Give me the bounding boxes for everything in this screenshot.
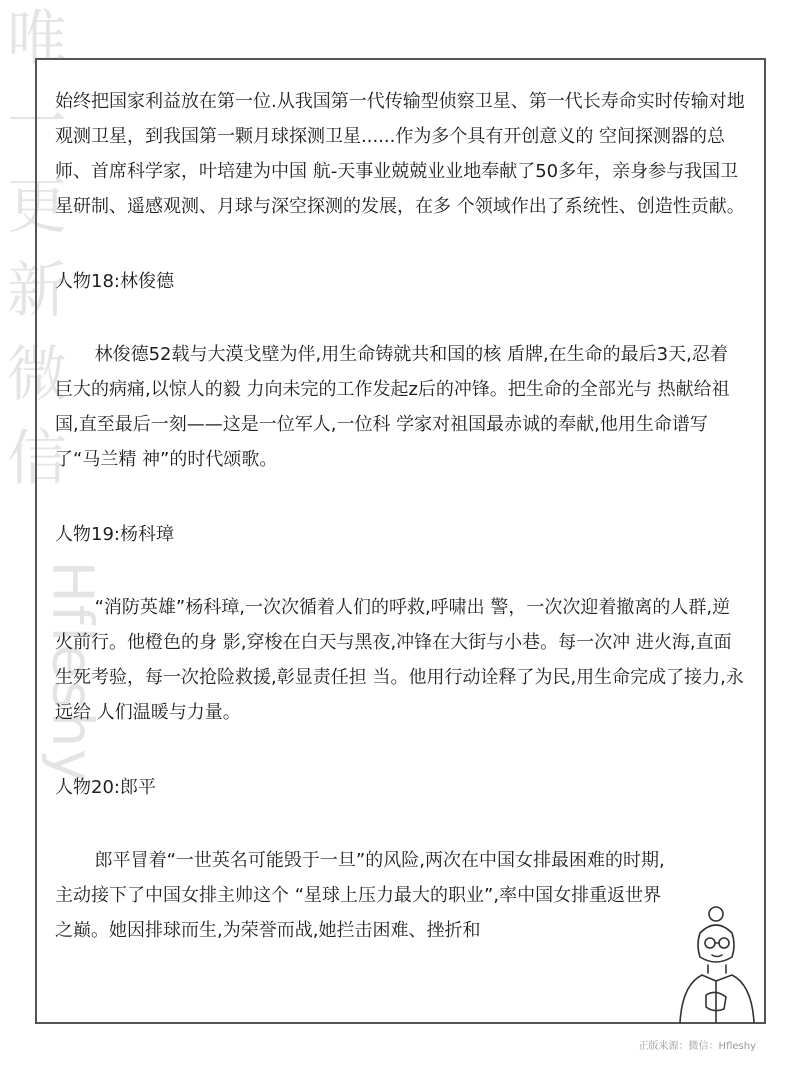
woman-illustration-icon bbox=[670, 905, 760, 1023]
watermark-char: 新 bbox=[7, 256, 67, 326]
watermark-char: 唯 bbox=[7, 4, 67, 74]
person-heading: 人物20:郎平 bbox=[55, 777, 156, 798]
article-body bbox=[55, 84, 745, 948]
source-footer: 正版来源：微信：Hfleshy bbox=[638, 1041, 756, 1052]
watermark-char: 更 bbox=[7, 172, 67, 242]
watermark-char: 一 bbox=[7, 88, 67, 158]
watermark-char: 微 bbox=[7, 340, 67, 410]
person-heading: 人物19:杨科璋 bbox=[55, 524, 174, 545]
watermark-latin: Hfleshy bbox=[39, 560, 105, 785]
person-heading: 人物18:林俊德 bbox=[55, 271, 174, 292]
intro-paragraph: 始终把国家利益放在第一位.从我国第一代传输型侦察卫星、第一代长寿命实时传输对地观测卫星，到我国第一颗月球探测卫星......作为多个具有开创意义的 空间探测器的总师、首席科学家，叶培建为中国 航-天事业兢兢业业地奉献了50多年，亲身参与我国卫星研制、遥感观测、月球与深空探测的发展，在多 个领域作出了系统性、创造性贡献。 bbox=[55, 91, 745, 217]
watermark-char: 信 bbox=[7, 424, 67, 494]
person-paragraph: 林俊德52载与大漠戈壁为伴,用生命铸就共和国的核 盾牌,在生命的最后3天,忍着巨大的病痛,以惊人的毅 力向未完的工作发起z后的冲锋。把生命的全部光与 热献给祖国,直至最后一刻——这是一位军人,一位科 学家对祖国最赤诚的奉献,他用生命谱写了“马兰精 神”的时代颂歌。 bbox=[55, 344, 730, 470]
person-paragraph: “消防英雄”杨科璋,一次次循着人们的呼救,呼啸出 警，一次次迎着撤离的人群,逆火前行。他橙色的身 影,穿梭在白天与黑夜,冲锋在大街与小巷。每一次冲 进火海,直面生死考验，每一次抢险救援,彰显责任担 当。他用行动诠释了为民,用生命完成了接力,永远给 人们温暖与力量。 bbox=[55, 597, 744, 723]
person-paragraph: 郎平冒着“一世英名可能毁于一旦”的风险,两次在中国女排最困难的时期,主动接下了中国女排主帅这个 “星球上压力最大的职业”,率中国女排重返世界之巅。她因排球而生,为荣誉而战,她拦击困难、挫折和 bbox=[55, 850, 665, 941]
